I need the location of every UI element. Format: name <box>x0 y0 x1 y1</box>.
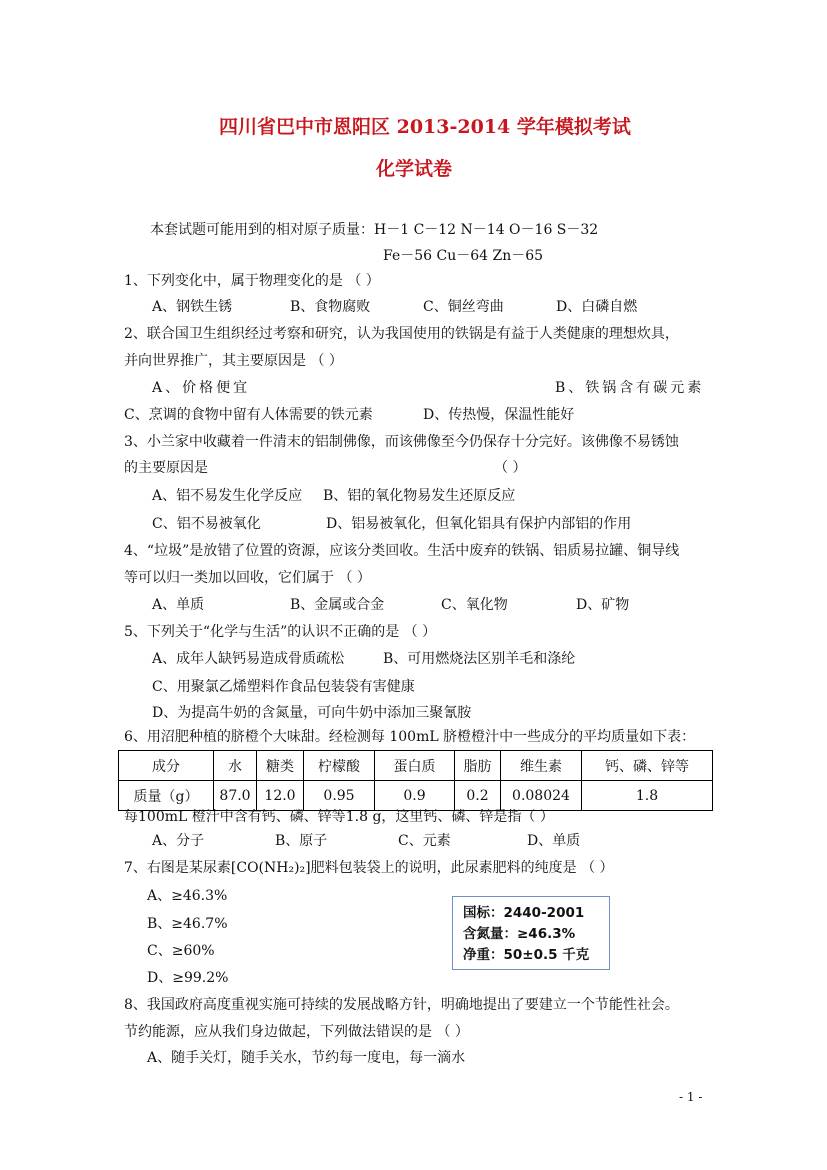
nutrition-table <box>118 750 713 811</box>
fertilizer-label-box <box>452 896 610 970</box>
q8-stem-line2: 节约能源，应从我们身边做起，下列做法错误的是 （ ） <box>124 1024 469 1040</box>
q4-option-b: B、金属或合金 <box>290 597 385 613</box>
table-header-cell: 维生素 <box>501 751 582 781</box>
label-nitrogen-content: 含氮量：≥46.3% <box>463 926 576 942</box>
table-cell: 87.0 <box>214 781 257 811</box>
q4-stem-line2: 等可以归一类加以回收，它们属于 （ ） <box>124 570 371 586</box>
table-header-cell: 蛋白质 <box>375 751 455 781</box>
table-header-cell: 柠檬酸 <box>304 751 375 781</box>
q2-stem-line2: 并向世界推广，其主要原因是 （ ） <box>124 353 343 369</box>
q6-option-a: A、分子 <box>152 833 205 849</box>
q1-option-d: D、白磷自燃 <box>556 299 638 315</box>
q5-option-b: B、可用燃烧法区别羊毛和涤纶 <box>383 651 576 667</box>
q4-option-d: D、矿物 <box>576 597 630 613</box>
q6-option-b: B、原子 <box>275 833 328 849</box>
q6-followup: 每100mL 橙汁中含有钙、磷、锌等1.8 g，这里钙、磷、锌是指（ ） <box>124 809 554 825</box>
table-cell: 1.8 <box>582 781 713 811</box>
q3-stem-line2: 的主要原因是 <box>124 460 208 476</box>
q7-option-c: C、≥60% <box>147 943 215 959</box>
q5-option-d: D、为提高牛奶的含氮量，可向牛奶中添加三聚氰胺 <box>152 705 472 721</box>
page-subtitle: 化学试卷 <box>376 158 453 180</box>
table-header-cell: 糖类 <box>257 751 304 781</box>
q7-stem: 7、右图是某尿素[CO(NH₂)₂]肥料包装袋上的说明，此尿素肥料的纯度是 （ ） <box>124 860 614 876</box>
q1-stem: 1、下列变化中，属于物理变化的是 （ ） <box>124 273 380 289</box>
q2-option-c: C、烹调的食物中留有人体需要的铁元素 <box>124 407 373 423</box>
table-header-cell: 水 <box>214 751 257 781</box>
table-cell: 0.9 <box>375 781 455 811</box>
q5-stem: 5、下列关于“化学与生活”的认识不正确的是 （ ） <box>124 624 437 640</box>
q2-option-a: A、价格便宜 <box>152 380 251 396</box>
table-cell: 12.0 <box>257 781 304 811</box>
q6-option-d: D、单质 <box>527 833 581 849</box>
q7-option-d: D、≥99.2% <box>147 970 229 986</box>
q3-option-c: C、铝不易被氧化 <box>152 516 261 532</box>
q3-answer-paren: （ ） <box>494 460 527 476</box>
atomic-mass-line2: Fe－56 Cu－64 Zn－65 <box>383 248 544 264</box>
q3-option-a: A、铝不易发生化学反应 <box>152 488 303 504</box>
q1-option-a: A、钢铁生锈 <box>152 299 233 315</box>
table-header-cell: 成分 <box>119 751 214 781</box>
q1-option-b: B、食物腐败 <box>290 299 371 315</box>
table-cell: 0.2 <box>455 781 501 811</box>
q4-option-c: C、氧化物 <box>441 597 508 613</box>
table-row <box>119 781 713 811</box>
page-title: 四川省巴中市恩阳区 2013-2014 学年模拟考试 <box>219 116 631 138</box>
atomic-mass-line1: 本套试题可能用到的相对原子质量：H－1 C－12 N－14 O－16 S－32 <box>150 222 599 238</box>
table-header-cell: 钙、磷、锌等 <box>582 751 713 781</box>
table-cell: 质量（g） <box>119 781 214 811</box>
q7-option-b: B、≥46.7% <box>147 916 228 932</box>
q6-stem: 6、用沼肥种植的脐橙个大味甜。经检测每 100mL 脐橙橙汁中一些成分的平均质量如下表： <box>124 729 696 745</box>
q2-option-b: B、铁锅含有碳元素 <box>555 380 705 396</box>
q7-option-a: A、≥46.3% <box>147 888 228 904</box>
q5-option-a: A、成年人缺钙易造成骨质疏松 <box>152 651 345 667</box>
q3-option-b: B、铝的氧化物易发生还原反应 <box>323 488 516 504</box>
q2-stem-line1: 2、联合国卫生组织经过考察和研究，认为我国使用的铁锅是有益于人类健康的理想炊具， <box>124 326 679 342</box>
q3-option-d: D、铝易被氧化，但氧化铝具有保护内部铝的作用 <box>326 516 632 532</box>
table-header-cell: 脂肪 <box>455 751 501 781</box>
q8-stem-line1: 8、我国政府高度重视实施可持续的发展战略方针，明确地提出了要建立一个节能性社会。 <box>124 997 679 1013</box>
q1-option-c: C、铜丝弯曲 <box>423 299 504 315</box>
table-cell: 0.95 <box>304 781 375 811</box>
label-net-weight: 净重：50±0.5 千克 <box>463 947 590 963</box>
q8-option-a: A、随手关灯，随手关水，节约每一度电，每一滴水 <box>147 1050 466 1066</box>
label-standard: 国标：2440-2001 <box>463 905 585 921</box>
table-cell: 0.08024 <box>501 781 582 811</box>
q4-option-a: A、单质 <box>152 597 205 613</box>
q6-option-c: C、元素 <box>398 833 451 849</box>
q5-option-c: C、用聚氯乙烯塑料作食品包装袋有害健康 <box>152 679 415 695</box>
table-row <box>119 751 713 781</box>
q2-option-d: D、传热慢，保温性能好 <box>423 407 575 423</box>
q3-stem-line1: 3、小兰家中收藏着一件清末的铝制佛像，而该佛像至今仍保存十分完好。该佛像不易锈蚀 <box>124 434 679 450</box>
q4-stem-line1: 4、“垃圾”是放错了位置的资源，应该分类回收。生活中废弃的铁锅、铝质易拉罐、铜导线 <box>124 543 680 559</box>
page-number: - 1 - <box>679 1090 703 1104</box>
